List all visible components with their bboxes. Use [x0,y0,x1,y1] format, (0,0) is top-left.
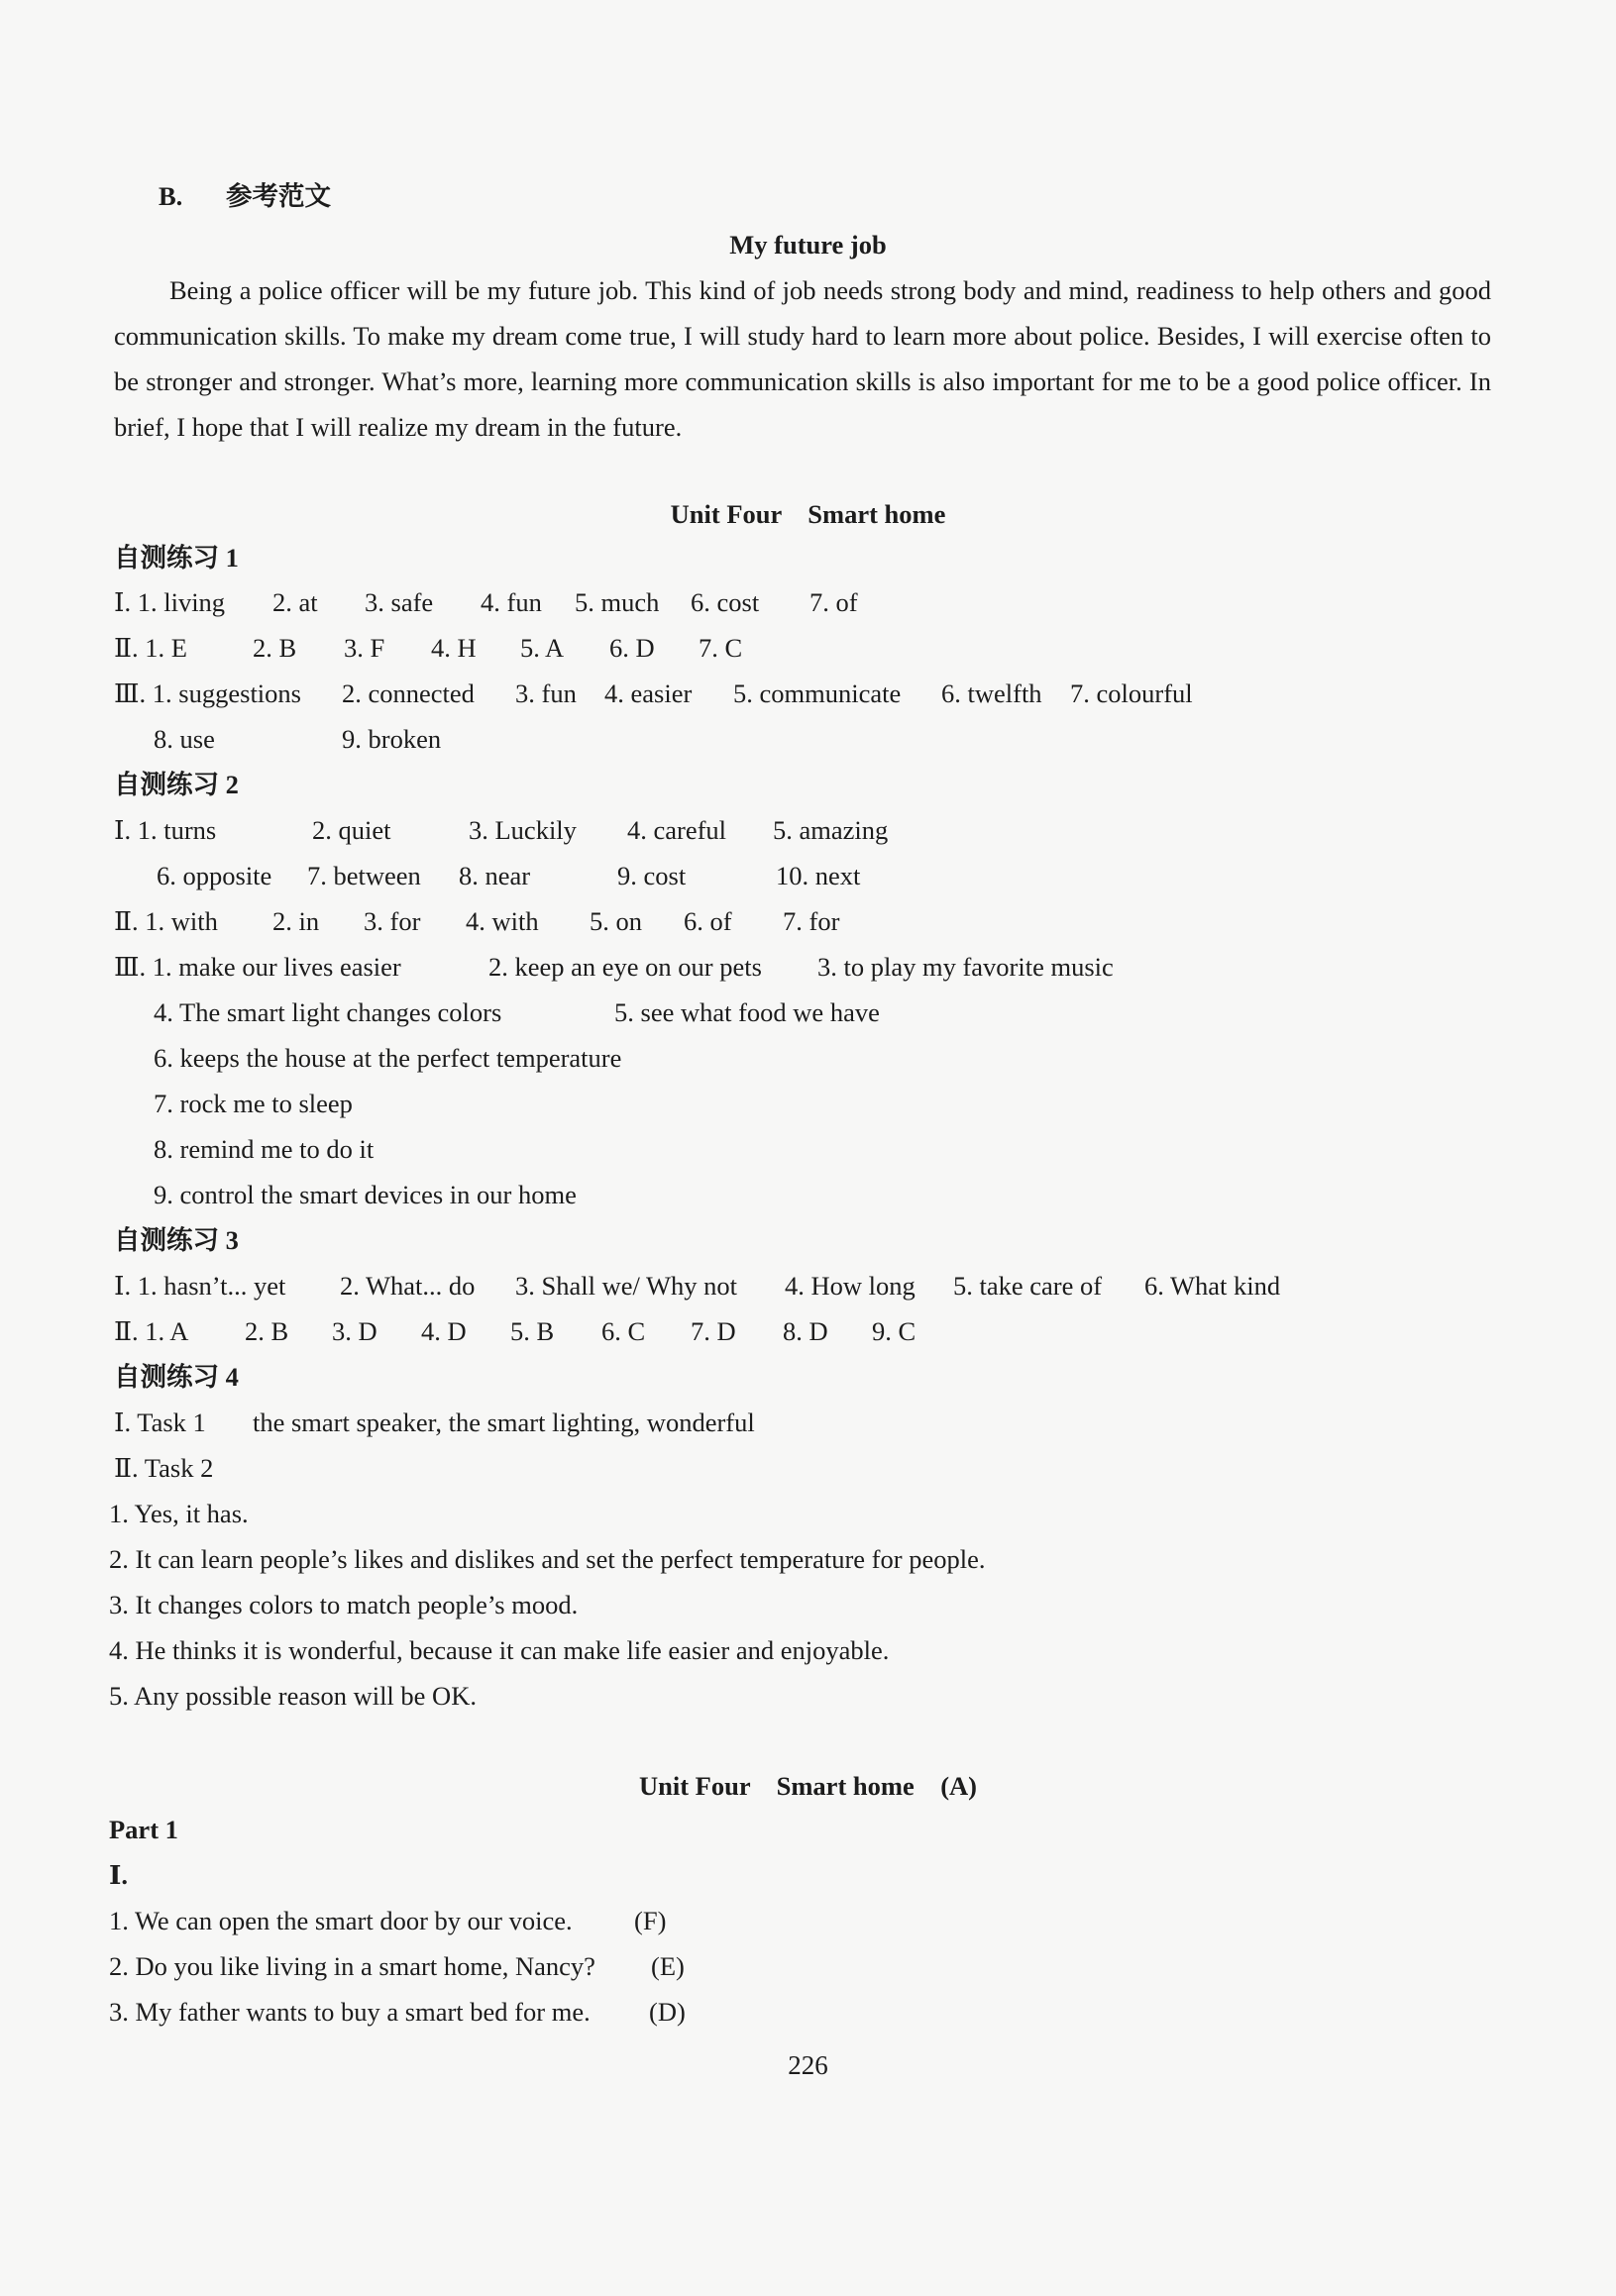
page-number: 226 [788,2050,828,2080]
answer: 6. opposite [157,861,272,890]
answer: Ⅰ. 1. turns [114,815,217,845]
answer: 3. D [332,1316,377,1346]
answer: Ⅲ. 1. suggestions [114,678,301,708]
exercise-4-heading: 自测练习 4 [114,1362,239,1392]
roman-heading: Ⅰ. [109,1860,129,1890]
answer: 5. see what food we have [614,997,880,1027]
essay-body: Being a police officer will be my future job. This kind of job needs strong body and mind, readiness to help others and good communication skills. To make my dream come true, I will study hard to learn more about police. Besides, I will exercise often to be stronger and stronger. What’s more, learning more communication skills is also important for me to be a good police officer. In brief, I hope that I will realize my dream in the future. [114,275,1491,442]
unit-a-title: Unit Four Smart home (A) [638,1771,978,1801]
answer: 6. of [684,906,732,936]
answer: 5. B [510,1316,555,1346]
answer: 3. for [364,906,421,936]
answer: 9. C [872,1316,916,1346]
answer: 3. Shall we/ Why not [515,1271,738,1301]
answer: 4. He thinks it is wonderful, because it can make life easier and enjoyable. [109,1635,890,1665]
answer: 6. C [601,1316,646,1346]
answer: 6. cost [691,587,760,617]
answer: 4. easier [604,678,693,708]
answer: 7. between [307,861,421,890]
task-label: Ⅱ. Task 2 [114,1453,214,1483]
answer: 7. C [699,633,743,663]
answer: 3. F [344,633,385,663]
answer: 5. on [590,906,642,936]
answer: 6. D [609,633,655,663]
answer: 7. of [809,587,858,617]
answer: 4. How long [785,1271,916,1301]
answer: 9. control the smart devices in our home [154,1180,577,1209]
answer: 7. rock me to sleep [154,1089,353,1118]
answer: Ⅰ. 1. living [114,587,226,617]
exercise-3-heading: 自测练习 3 [114,1225,239,1255]
answer: Ⅲ. 1. make our lives easier [114,952,401,982]
answer: 8. use [154,724,215,754]
answer: 2. at [272,587,318,617]
answer: 4. with [466,906,539,936]
question-text: 1. We can open the smart door by our voice. [109,1906,573,1935]
answer: 6. keeps the house at the perfect temperature [154,1043,622,1073]
answer: 5. Any possible reason will be OK. [109,1681,477,1711]
answer: 5. take care of [953,1271,1103,1301]
answer: 4. The smart light changes colors [154,997,502,1027]
answer: 3. to play my favorite music [817,952,1114,982]
answer: 6. twelfth [941,678,1042,708]
answer: 3. fun [515,678,577,708]
answer: 7. colourful [1070,678,1193,708]
answer: 2. quiet [312,815,391,845]
section-title: 参考范文 [226,181,331,211]
answer: 2. in [272,906,320,936]
question-text: 2. Do you like living in a smart home, Nancy? [109,1951,595,1981]
answer: 8. near [459,861,531,890]
answer: 2. It can learn people’s likes and dislikes and set the perfect temperature for people. [109,1544,986,1574]
answer: 2. keep an eye on our pets [488,952,762,982]
answer: 9. broken [342,724,442,754]
answer: 3. Luckily [469,815,577,845]
answer: 2. B [253,633,297,663]
answer: 7. for [783,906,840,936]
essay-title: My future job [729,230,887,260]
answer: 8. remind me to do it [154,1134,375,1164]
answer: 3. safe [365,587,434,617]
exercise-1-heading: 自测练习 1 [114,543,239,573]
answer: Ⅱ. 1. A [114,1316,189,1346]
answer: (D) [649,1997,686,2027]
part-heading: Part 1 [109,1815,178,1844]
answer: 5. communicate [733,678,902,708]
answer: Ⅱ. 1. with [114,906,218,936]
answer: 2. connected [342,678,475,708]
answer: 9. cost [617,861,687,890]
answer: (E) [651,1951,685,1981]
answer: the smart speaker, the smart lighting, wonderful [253,1408,755,1437]
unit-title: Unit Four Smart home [670,499,946,529]
answer: Ⅰ. 1. hasn’t... yet [114,1271,286,1301]
answer: 5. much [575,587,660,617]
answer: Ⅱ. 1. E [114,633,187,663]
answer: 4. H [431,633,477,663]
answer: 5. amazing [773,815,889,845]
answer: (F) [634,1906,667,1935]
answer: 3. It changes colors to match people’s mood. [109,1590,579,1619]
answer: 4. careful [627,815,727,845]
answer: 7. D [691,1316,736,1346]
answer: 5. A [520,633,565,663]
question-text: 3. My father wants to buy a smart bed for me. [109,1997,591,2027]
exercise-2-heading: 自测练习 2 [114,770,239,799]
answer: 4. D [421,1316,467,1346]
answer: 4. fun [481,587,542,617]
task-label: Ⅰ. Task 1 [114,1408,206,1437]
answer: 6. What kind [1144,1271,1281,1301]
answer: 2. What... do [340,1271,476,1301]
section-label: B. [159,181,183,211]
answer: 2. B [245,1316,289,1346]
answer: 1. Yes, it has. [109,1499,249,1528]
answer: 10. next [776,861,861,890]
answer: 8. D [783,1316,828,1346]
